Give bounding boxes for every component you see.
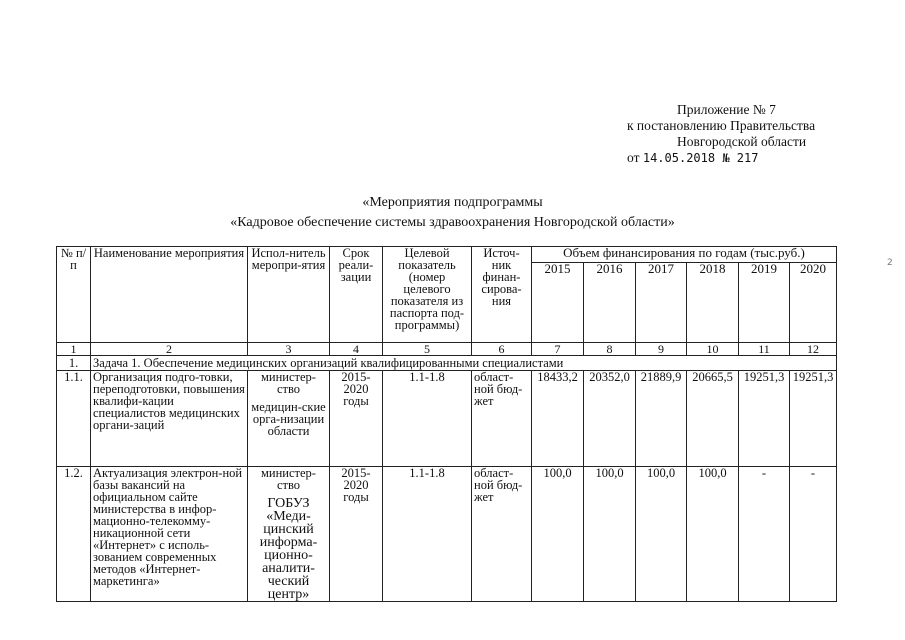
- appendix-block: [627, 102, 887, 166]
- header-year: 2020: [790, 263, 837, 343]
- row-executor-1: министер-ство: [261, 466, 316, 492]
- title-line-2: «Кадровое обеспечение системы здравоохранения Новгородской области»: [230, 215, 675, 230]
- column-number: 10: [687, 343, 739, 356]
- row-name: Актуализация электрон-ной базы вакансий на официальном сайте министерства в инфор-мационно-телекомму-никационной сети «Интернет» с исполь-зованием современных методов «Интернет-маркетинга»: [91, 467, 248, 602]
- appendix-region: Новгородской области: [677, 134, 807, 149]
- column-number: 1: [57, 343, 91, 356]
- header-funding: Объем финансирования по годам (тыс.руб.): [532, 247, 837, 263]
- row-source: област-ной бюд-жет: [472, 467, 532, 602]
- row-term: 2015-2020 годы: [330, 467, 383, 602]
- row-indicator: 1.1-1.8: [383, 371, 472, 467]
- row-value: 100,0: [687, 467, 739, 602]
- column-number: 3: [248, 343, 330, 356]
- row-executor-2: ГОБУЗ «Меди-цинский информа-ционно-аналити-ческий центр»: [259, 496, 318, 602]
- task-text: Задача 1. Обеспечение медицинских организаций квалифицированными специалистами: [91, 356, 837, 371]
- row-value: 20665,5: [687, 371, 739, 467]
- header-indicator: Целевой показатель (номер целевого показателя из паспорта под-программы): [383, 247, 472, 343]
- row-source: област-ной бюд-жет: [472, 371, 532, 467]
- row-value: 100,0: [584, 467, 636, 602]
- appendix-title: Приложение № 7: [677, 102, 776, 117]
- appendix-date-prefix: от: [627, 150, 640, 165]
- header-num: № п/п: [57, 247, 91, 343]
- appendix-resolution: к постановлению Правительства: [627, 118, 816, 133]
- row-value: 100,0: [532, 467, 584, 602]
- measures-table: [56, 246, 837, 602]
- column-number: 9: [636, 343, 687, 356]
- column-number: 8: [584, 343, 636, 356]
- column-number: 11: [739, 343, 790, 356]
- task-row: [57, 356, 837, 371]
- row-value: 100,0: [636, 467, 687, 602]
- task-num: 1.: [57, 356, 91, 371]
- row-executor: [248, 371, 330, 467]
- header-term: Срок реали-зации: [330, 247, 383, 343]
- header-year: 2019: [739, 263, 790, 343]
- column-number: 4: [330, 343, 383, 356]
- margin-mark: 2: [887, 258, 893, 268]
- row-name: Организация подго-товки, переподготовки, повышения квалифи-кации специалистов медицинских органи-заций: [91, 371, 248, 467]
- header-year: 2015: [532, 263, 584, 343]
- header-name: Наименование мероприятия: [91, 247, 248, 343]
- header-source: Источ-ник финан-сирова-ния: [472, 247, 532, 343]
- row-indicator: 1.1-1.8: [383, 467, 472, 602]
- column-number-row: [57, 343, 837, 356]
- column-number: 12: [790, 343, 837, 356]
- row-num: 1.2.: [57, 467, 91, 602]
- header-year: 2017: [636, 263, 687, 343]
- row-value: -: [790, 467, 837, 602]
- table-row: [57, 371, 837, 467]
- row-executor: [248, 467, 330, 602]
- row-value: 20352,0: [584, 371, 636, 467]
- header-year: 2018: [687, 263, 739, 343]
- row-term: 2015-2020 годы: [330, 371, 383, 467]
- row-value: 19251,3: [739, 371, 790, 467]
- table-row: [57, 467, 837, 602]
- column-number: 5: [383, 343, 472, 356]
- row-value: 21889,9: [636, 371, 687, 467]
- column-number: 2: [91, 343, 248, 356]
- header-year: 2016: [584, 263, 636, 343]
- row-executor-1: министер-ство: [261, 370, 316, 396]
- appendix-date-stamp: 14.05.2018 № 217: [642, 151, 759, 165]
- row-num: 1.1.: [57, 371, 91, 467]
- row-value: 19251,3: [790, 371, 837, 467]
- title-line-1: «Мероприятия подпрограммы: [362, 195, 543, 210]
- column-number: 6: [472, 343, 532, 356]
- row-value: -: [739, 467, 790, 602]
- column-number: 7: [532, 343, 584, 356]
- row-executor-2: медицин-ские орга-низации области: [251, 400, 326, 438]
- header-executor: Испол-нитель меропри-ятия: [248, 247, 330, 343]
- row-value: 18433,2: [532, 371, 584, 467]
